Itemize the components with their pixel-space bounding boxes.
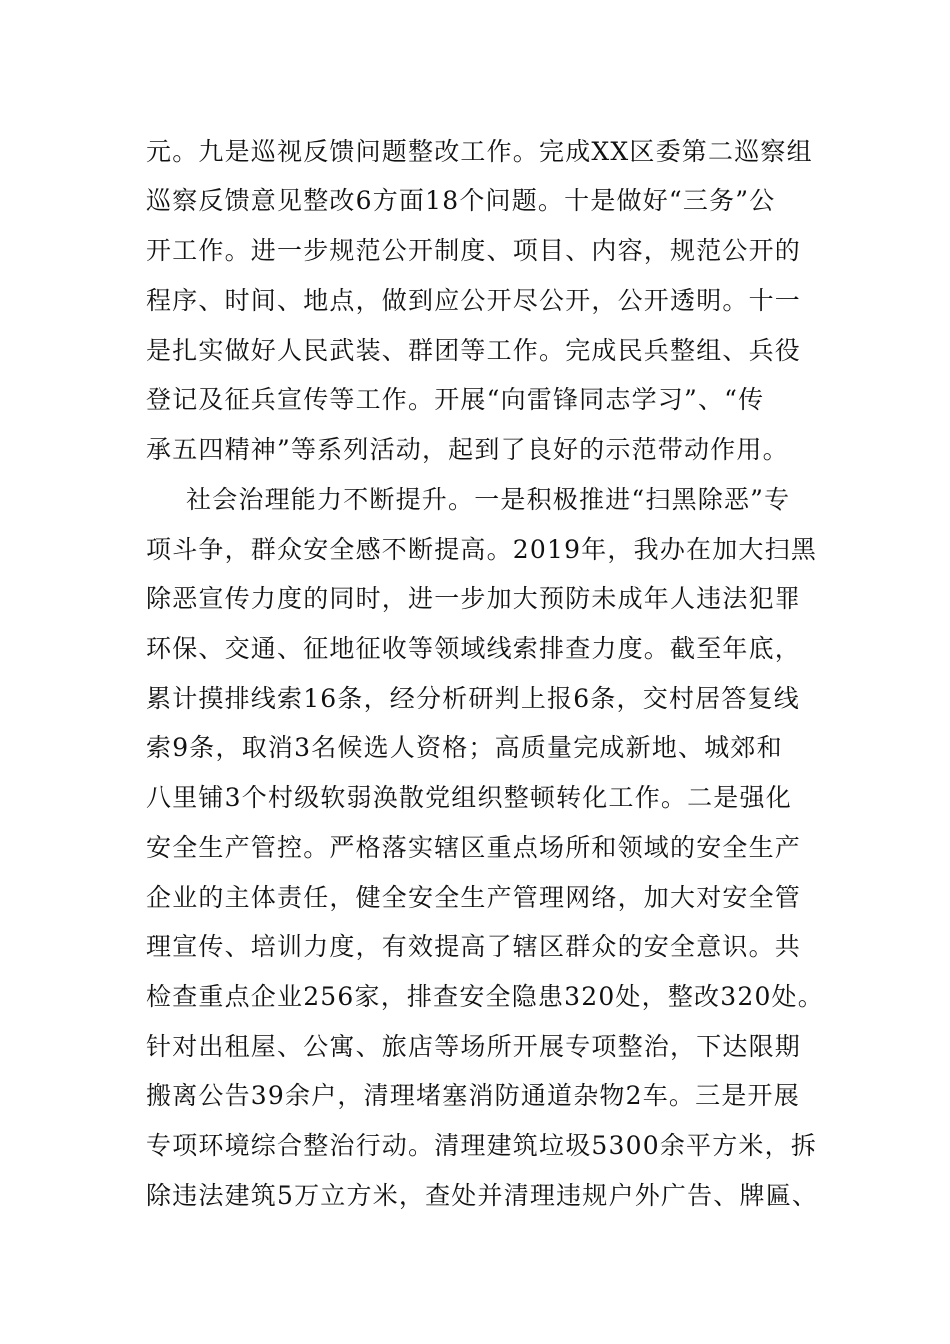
- text-line-3: 开工作。进一步规范公开制度、项目、内容，规范公开的: [146, 236, 802, 265]
- text-line-21: 专项环境综合整治行动。清理建筑垃圾5300余平方米，拆: [146, 1131, 818, 1160]
- text-line-15: 安全生产管控。严格落实辖区重点场所和领域的安全生产: [146, 833, 802, 862]
- text-line-6: 登记及征兵宣传等工作。开展“向雷锋同志学习”、“传: [146, 385, 765, 414]
- text-line-12: 累计摸排线索16条，经分析研判上报6条，交村居答复线: [146, 684, 800, 713]
- text-line-10: 除恶宣传力度的同时，进一步加大预防未成年人违法犯罪: [146, 584, 802, 613]
- text-line-4: 程序、时间、地点，做到应公开尽公开，公开透明。十一: [146, 286, 802, 315]
- text-line-16: 企业的主体责任，健全安全生产管理网络，加大对安全管: [146, 883, 802, 912]
- paragraph-start-line: 社会治理能力不断提升。一是积极推进“扫黑除恶”专: [186, 485, 791, 514]
- text-line-13: 索9条，取消3名候选人资格；高质量完成新地、城郊和: [146, 733, 783, 762]
- text-line-2: 巡察反馈意见整改6方面18个问题。十是做好“三务”公: [146, 186, 776, 215]
- text-line-17: 理宣传、培训力度，有效提高了辖区群众的安全意识。共: [146, 932, 802, 961]
- text-line-14: 八里铺3个村级软弱涣散党组织整顿转化工作。二是强化: [146, 783, 792, 812]
- text-line-18: 检查重点企业256家，排查安全隐患320处，整改320处。: [146, 982, 824, 1011]
- text-line-7: 承五四精神”等系列活动，起到了良好的示范带动作用。: [146, 435, 789, 464]
- text-line-11: 环保、交通、征地征收等领域线索排查力度。截至年底，: [146, 634, 802, 663]
- text-line-1: 元。九是巡视反馈问题整改工作。完成XX区委第二巡察组: [146, 137, 813, 166]
- text-line-5: 是扎实做好人民武装、群团等工作。完成民兵整组、兵役: [146, 336, 802, 365]
- text-line-22: 除违法建筑5万立方米，查处并清理违规户外广告、牌匾、: [146, 1181, 819, 1210]
- text-line-9: 项斗争，群众安全感不断提高。2019年，我办在加大扫黑: [146, 535, 818, 564]
- text-line-19: 针对出租屋、公寓、旅店等场所开展专项整治，下达限期: [146, 1032, 802, 1061]
- text-line-20: 搬离公告39余户，清理堵塞消防通道杂物2车。三是开展: [146, 1081, 800, 1110]
